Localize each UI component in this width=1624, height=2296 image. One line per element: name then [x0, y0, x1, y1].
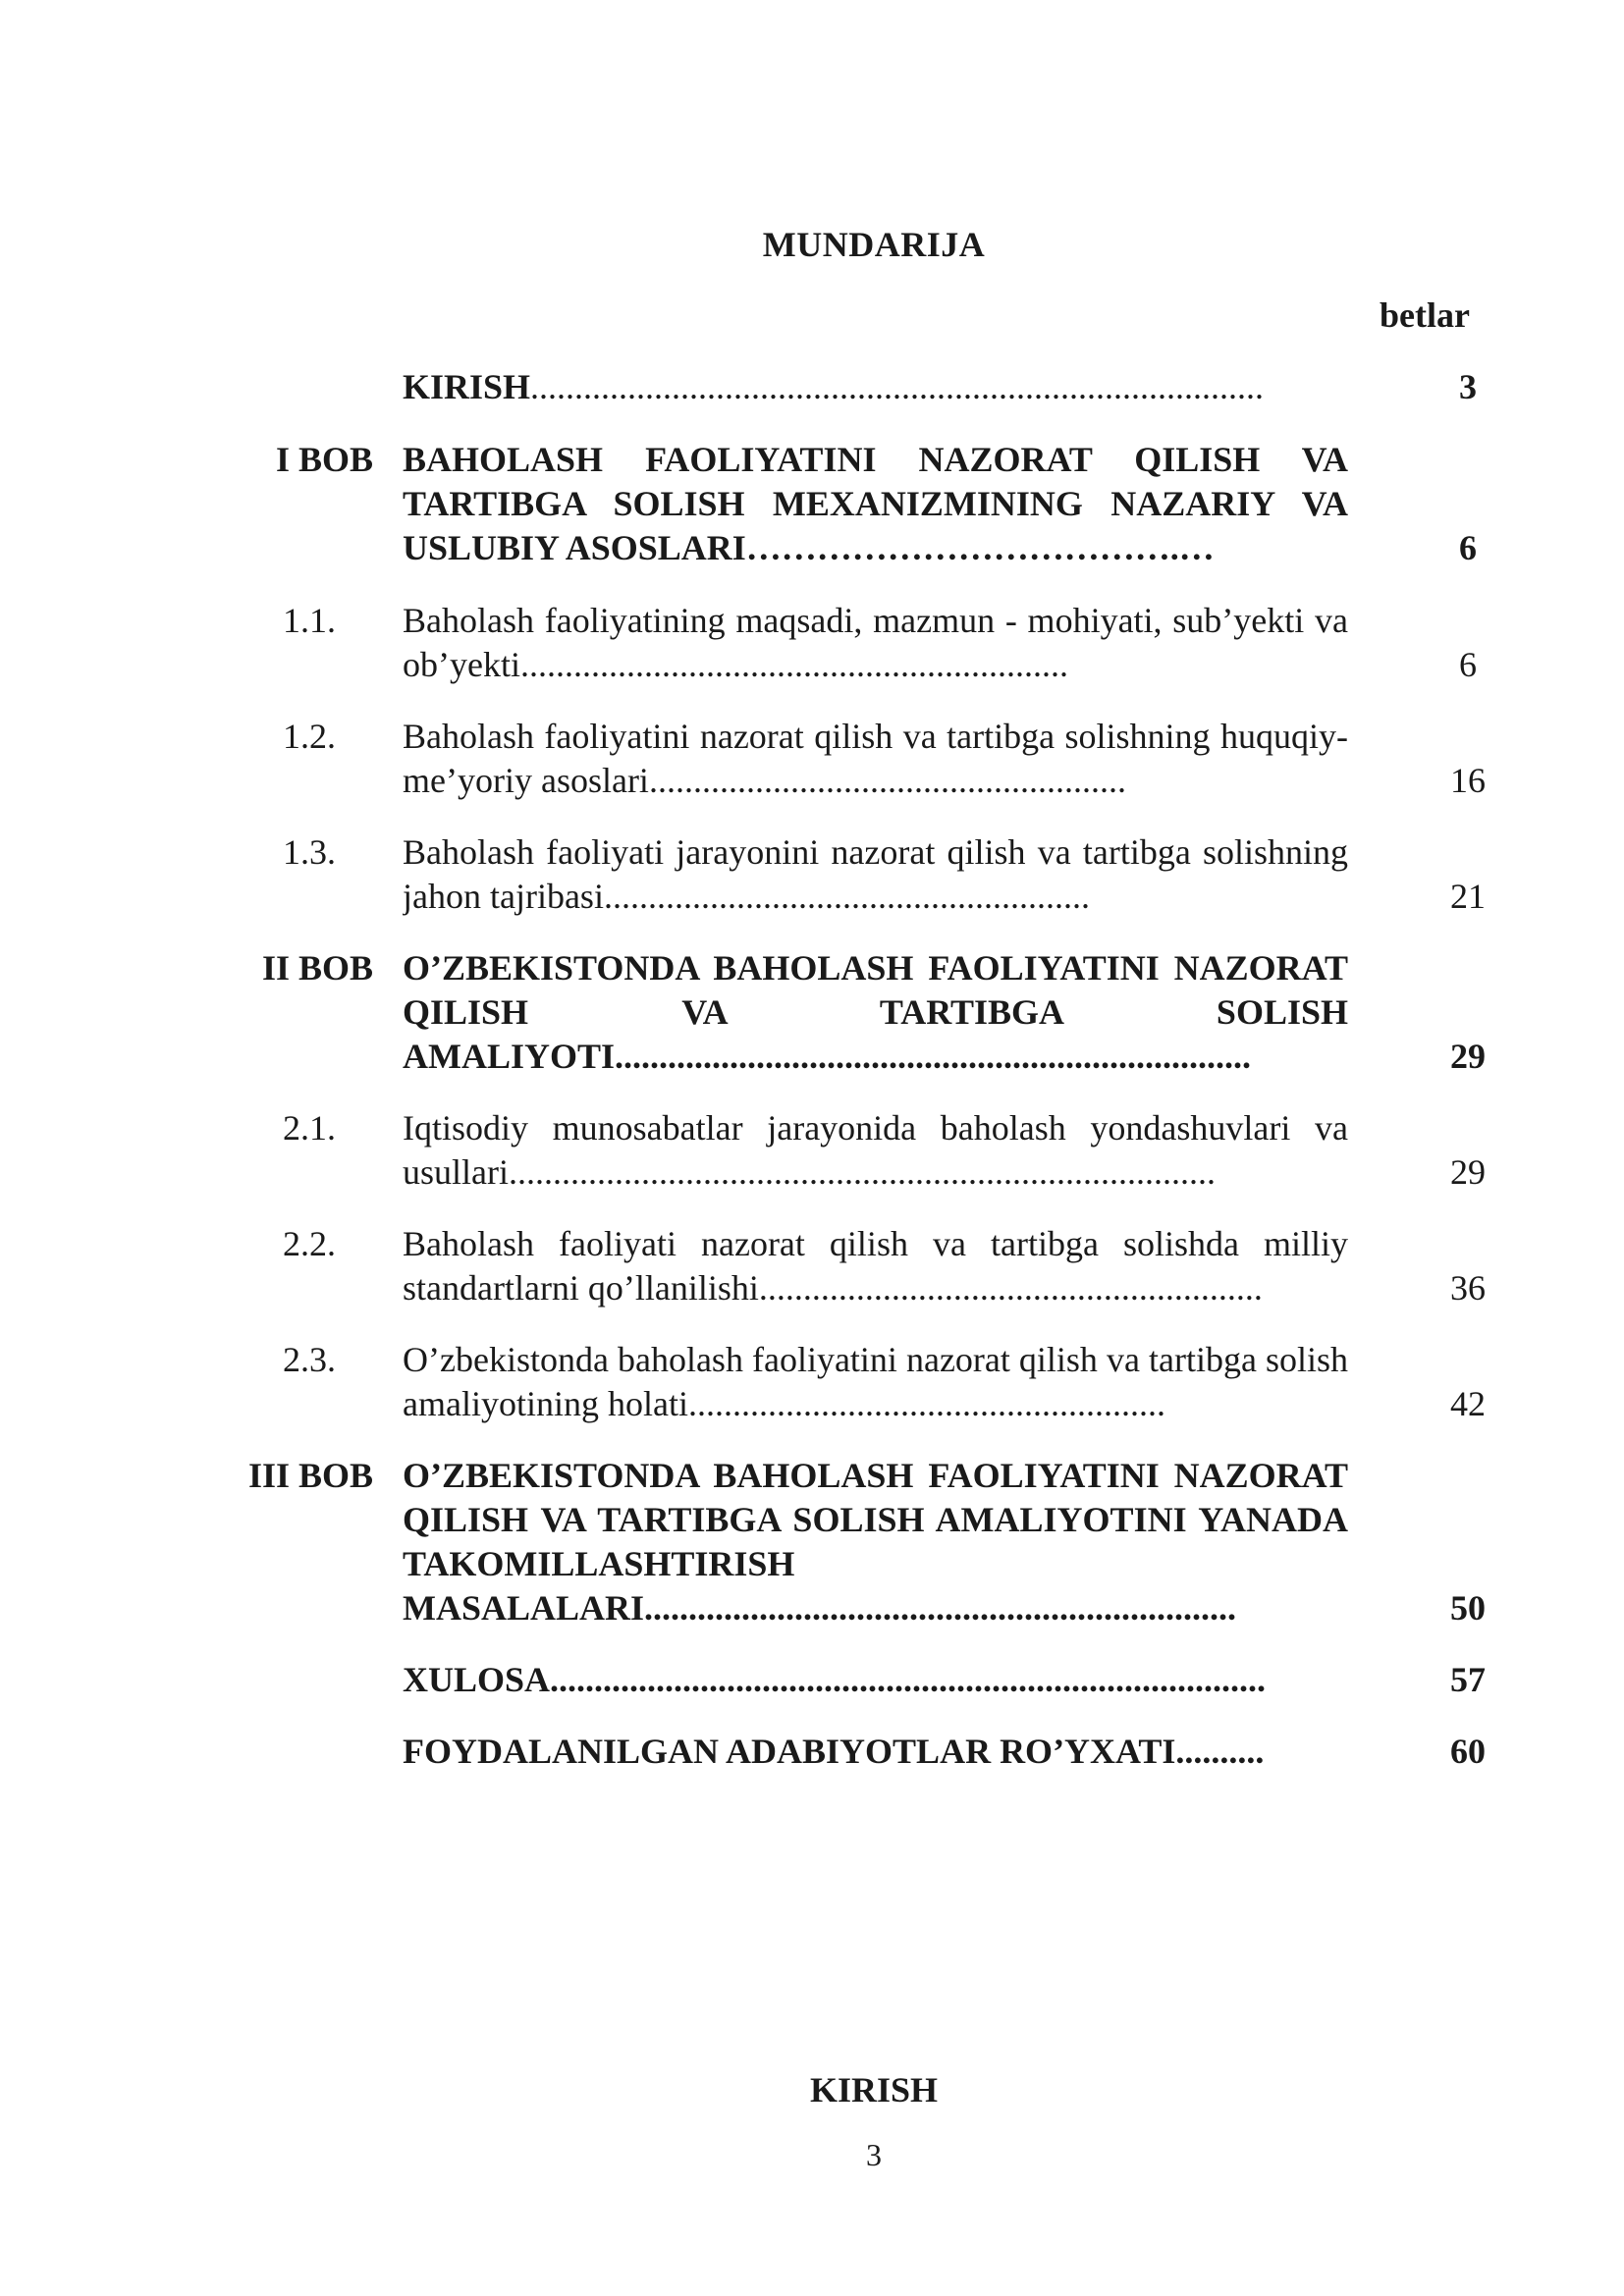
toc-entry-page: 29 — [1450, 1037, 1486, 1076]
pages-column-label: betlar — [1380, 295, 1470, 335]
toc-entry-text: O’zbekistonda baholash faoliyatini nazorat qilish va tartibga solish amaliyotining holati...................................................... — [403, 1340, 1348, 1423]
toc-entry-section-1-3[interactable] — [0, 830, 1624, 919]
toc-entry-text: O’ZBEKISTONDA BAHOLASH FAOLIYATINI NAZORAT QILISH VA TARTIBGA SOLISH AMALIYOTINI YANADA TAKOMILLASHTIRISH MASALALARI................................................................... — [403, 1456, 1348, 1628]
toc-entry-page: 16 — [1450, 761, 1486, 800]
toc-entry-label: 2.2. — [283, 1224, 336, 1263]
toc-entry-page: 36 — [1450, 1268, 1486, 1308]
toc-entry-label: 2.1. — [283, 1108, 336, 1148]
toc-entry-page: 6 — [1459, 528, 1477, 567]
table-of-contents — [0, 365, 1624, 1774]
toc-entry-section-2-2[interactable] — [0, 1222, 1624, 1310]
toc-entry-xulosa[interactable] — [0, 1658, 1624, 1702]
toc-entry-text: XULOSA................................................................................. — [403, 1660, 1267, 1699]
toc-entry-text: Iqtisodiy munosabatlar jarayonida baholash yondashuvlari va usullari................................................................................ — [403, 1108, 1348, 1192]
toc-entry-label: I BOB — [275, 440, 373, 479]
toc-entry-page: 3 — [1459, 367, 1477, 406]
toc-entry-label: 2.3. — [283, 1340, 336, 1379]
toc-title: MUNDARIJA — [762, 225, 986, 264]
toc-entry-chapter-1[interactable] — [0, 438, 1624, 570]
toc-entry-label: II BOB — [261, 948, 373, 988]
toc-entry-chapter-3[interactable] — [0, 1454, 1624, 1630]
toc-entry-label: III BOB — [247, 1456, 373, 1495]
toc-entry-section-1-1[interactable] — [0, 599, 1624, 687]
toc-entry-section-2-3[interactable] — [0, 1338, 1624, 1426]
toc-entry-text: Baholash faoliyatini nazorat qilish va tartibga solishning huquqiy-me’yoriy asoslari...................................................... — [403, 717, 1348, 800]
toc-entry-text: FOYDALANILGAN ADABIYOTLAR RO’YXATI.......... — [403, 1732, 1265, 1771]
toc-entry-label: 1.1. — [283, 601, 336, 640]
toc-entry-text: O’ZBEKISTONDA BAHOLASH FAOLIYATINI NAZORAT QILISH VA TARTIBGA SOLISH AMALIYOTI........................................................................ — [403, 948, 1348, 1076]
toc-entry-text: Baholash faoliyati nazorat qilish va tartibga solishda milliy standartlarni qo’llanilishi......................................................... — [403, 1224, 1348, 1308]
toc-entry-page: 57 — [1450, 1660, 1486, 1699]
toc-entry-page: 42 — [1450, 1384, 1486, 1423]
toc-entry-label: 1.2. — [283, 717, 336, 756]
toc-entry-text: KIRISH................................................................................... — [403, 367, 1265, 406]
toc-entry-text: BAHOLASH FAOLIYATINI NAZORAT QILISH VA TARTIBGA SOLISH MEXANIZMINING NAZARIY VA USLUBIY ASOSLARI……………………………….… — [403, 440, 1348, 567]
toc-entry-text: Baholash faoliyati jarayonini nazorat qilish va tartibga solishning jahon tajribasi....................................................... — [403, 832, 1348, 916]
toc-entry-text: Baholash faoliyatining maqsadi, mazmun - mohiyati, sub’yekti va ob’yekti.............................................................. — [403, 601, 1348, 684]
toc-entry-page: 50 — [1450, 1588, 1486, 1628]
toc-entry-label: 1.3. — [283, 832, 336, 872]
page-number: 3 — [866, 2137, 882, 2172]
toc-entry-chapter-2[interactable] — [0, 946, 1624, 1079]
toc-entry-page: 6 — [1459, 645, 1477, 684]
toc-entry-references[interactable] — [0, 1730, 1624, 1774]
toc-entry-section-2-1[interactable] — [0, 1106, 1624, 1195]
toc-entry-page: 21 — [1450, 877, 1486, 916]
toc-entry-page: 60 — [1450, 1732, 1486, 1771]
next-section-heading: KIRISH — [809, 2070, 939, 2109]
toc-entry-section-1-2[interactable] — [0, 715, 1624, 803]
toc-entry-kirish[interactable] — [0, 365, 1624, 409]
toc-entry-page: 29 — [1450, 1152, 1486, 1192]
